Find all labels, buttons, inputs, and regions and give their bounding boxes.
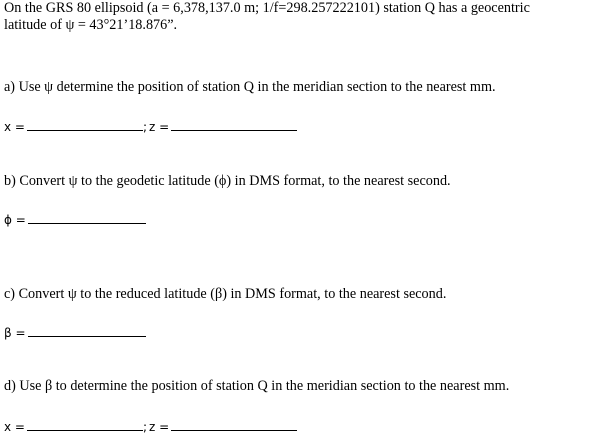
z-answer-blank[interactable]: [171, 117, 297, 131]
phi-label: ϕ =: [4, 213, 26, 227]
z-answer-blank[interactable]: [171, 417, 297, 431]
x-answer-blank[interactable]: [27, 417, 143, 431]
part-c-question: c) Convert ψ to the reduced latitude (β) in DMS format, to the nearest second.: [4, 286, 447, 302]
part-d-question: d) Use β to determine the position of station Q in the meridian section to the nearest mm.: [4, 378, 510, 394]
separator: ;: [142, 420, 148, 434]
part-d-answer-row: [4, 417, 297, 436]
part-b-answer-row: [4, 210, 146, 229]
part-b-question: b) Convert ψ to the geodetic latitude (ϕ) in DMS format, to the nearest second.: [4, 173, 451, 189]
intro-line-1: On the GRS 80 ellipsoid (a = 6,378,137.0 m; 1/f=298.257222101) station Q has a geocentric: [4, 0, 530, 16]
phi-answer-blank[interactable]: [28, 210, 146, 224]
intro-line-2: latitude of ψ = 43°21’18.876”.: [4, 17, 178, 33]
part-c-answer-row: [4, 323, 146, 342]
separator: ;: [142, 120, 148, 134]
beta-answer-blank[interactable]: [28, 323, 146, 337]
x-label: x =: [4, 420, 25, 434]
beta-label: β =: [4, 326, 26, 340]
x-answer-blank[interactable]: [27, 117, 143, 131]
z-label: z =: [149, 120, 170, 134]
x-label: x =: [4, 120, 25, 134]
part-a-question: a) Use ψ determine the position of station Q in the meridian section to the nearest mm.: [4, 79, 496, 95]
z-label: z =: [149, 420, 170, 434]
part-a-answer-row: [4, 117, 297, 136]
